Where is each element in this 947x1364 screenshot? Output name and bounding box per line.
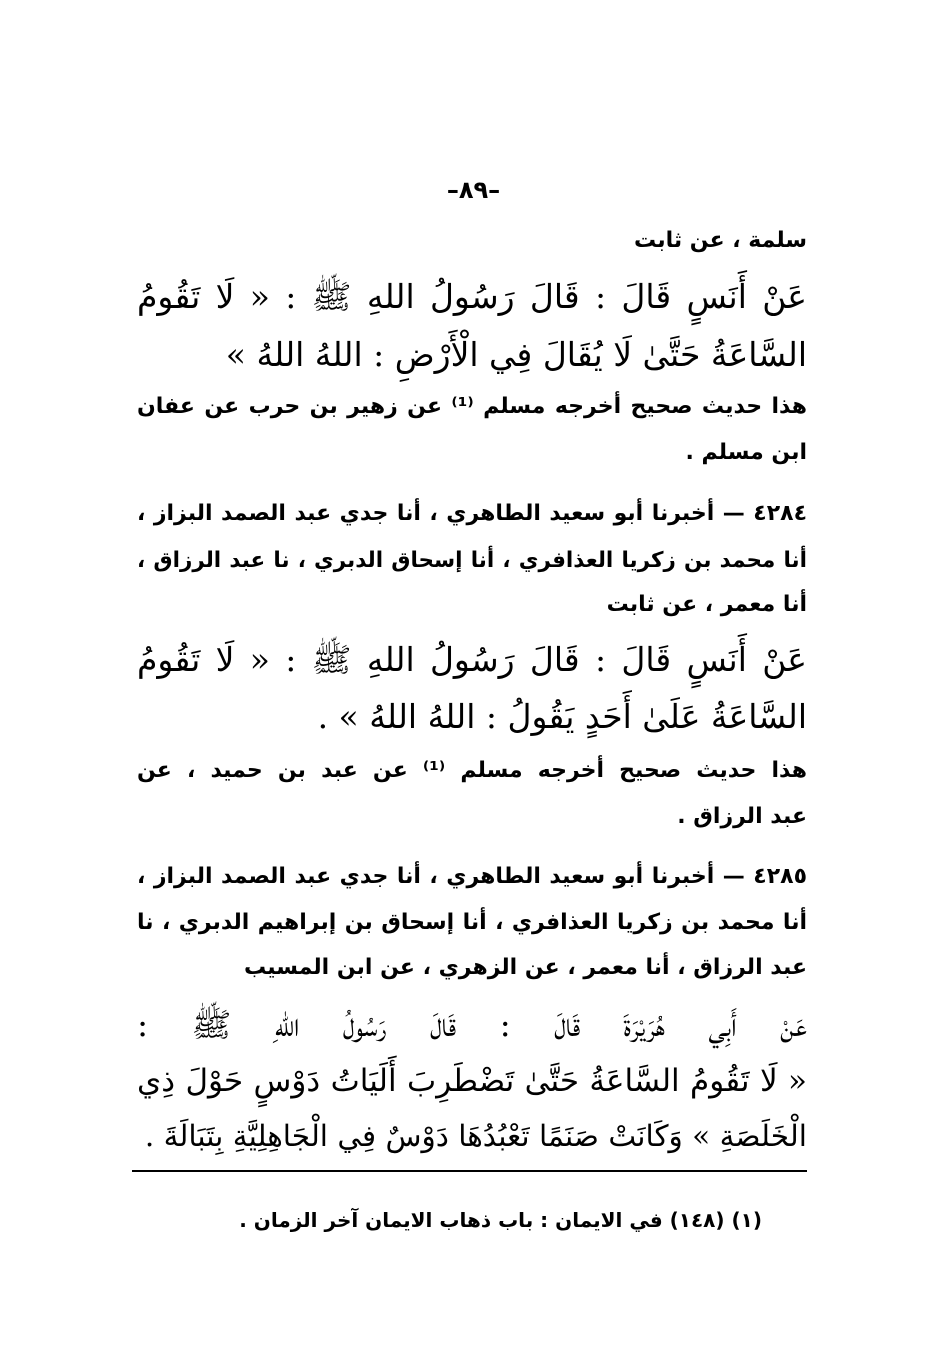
hadith-text-line: عَنْ أَنَسٍ قَالَ : قَالَ رَسُولُ اللهِ ﷺ : « لَا تَقُومُ — [137, 640, 807, 679]
isnad-line: أنا محمد بن زكريا العذافري ، أنا إسحاق الدبري ، نا عبد الرزاق ، — [137, 548, 807, 573]
isnad-line: عبد الرزاق ، أنا معمر ، عن الزهري ، عن ابن المسيب — [244, 955, 807, 980]
commentary-line: هذا حديث صحيح أخرجه مسلم ⁽¹⁾ عن زهير بن حرب عن عفان — [137, 394, 807, 419]
isnad-line: سلمة ، عن ثابت — [634, 228, 807, 253]
footnote: (١) (١٤٨) في الايمان : باب ذهاب الايمان آخر الزمان . — [239, 1208, 762, 1232]
commentary-line: ابن مسلم . — [685, 440, 807, 465]
isnad-line: ٤٢٨٤ — أخبرنا أبو سعيد الطاهري ، أنا جدي عبد الصمد البزاز ، — [137, 501, 807, 526]
commentary-line: هذا حديث صحيح أخرجه مسلم ⁽¹⁾ عن عبد بن حميد ، عن — [137, 758, 807, 783]
commentary-line: عبد الرزاق . — [677, 804, 807, 829]
hadith-text-line: الْخَلَصَةِ » وَكَانَتْ صَنَمًا تَعْبُدُهَا دَوْسٌ فِي الْجَاهِلِيَّةِ بِتَبَالَةَ . — [144, 1119, 807, 1153]
isnad-line: ٤٢٨٥ — أخبرنا أبو سعيد الطاهري ، أنا جدي عبد الصمد البزاز ، — [137, 864, 807, 889]
hadith-text-line: السَّاعَةُ عَلَىٰ أَحَدٍ يَقُولُ : اللهُ اللهُ » . — [317, 697, 807, 736]
isnad-line: أنا معمر ، عن ثابت — [606, 592, 807, 617]
hadith-text-line: عَنْ أَنَسٍ قَالَ : قَالَ رَسُولُ اللهِ ﷺ : « لَا تَقُومُ — [137, 277, 807, 316]
hadith-text-line: عَنْ أَبِي هُرَيْرَةَ قَالَ : قَالَ رَسُولُ اللهِ ﷺ : — [137, 1005, 807, 1044]
hadith-text-line: السَّاعَةُ حَتَّىٰ لَا يُقَالَ فِي الْأَرْضِ : اللهُ اللهُ » — [225, 335, 807, 374]
footnote-divider — [132, 1170, 807, 1172]
hadith-text-line: « لَا تَقُومُ السَّاعَةُ حَتَّىٰ تَضْطَرِبَ أَلَيَاتُ دَوْسٍ حَوْلَ ذِي — [137, 1063, 807, 1099]
isnad-line: أنا محمد بن زكريا العذافري ، أنا إسحاق بن إبراهيم الدبري ، نا — [137, 910, 807, 935]
page-number: –٨٩– — [446, 176, 501, 204]
